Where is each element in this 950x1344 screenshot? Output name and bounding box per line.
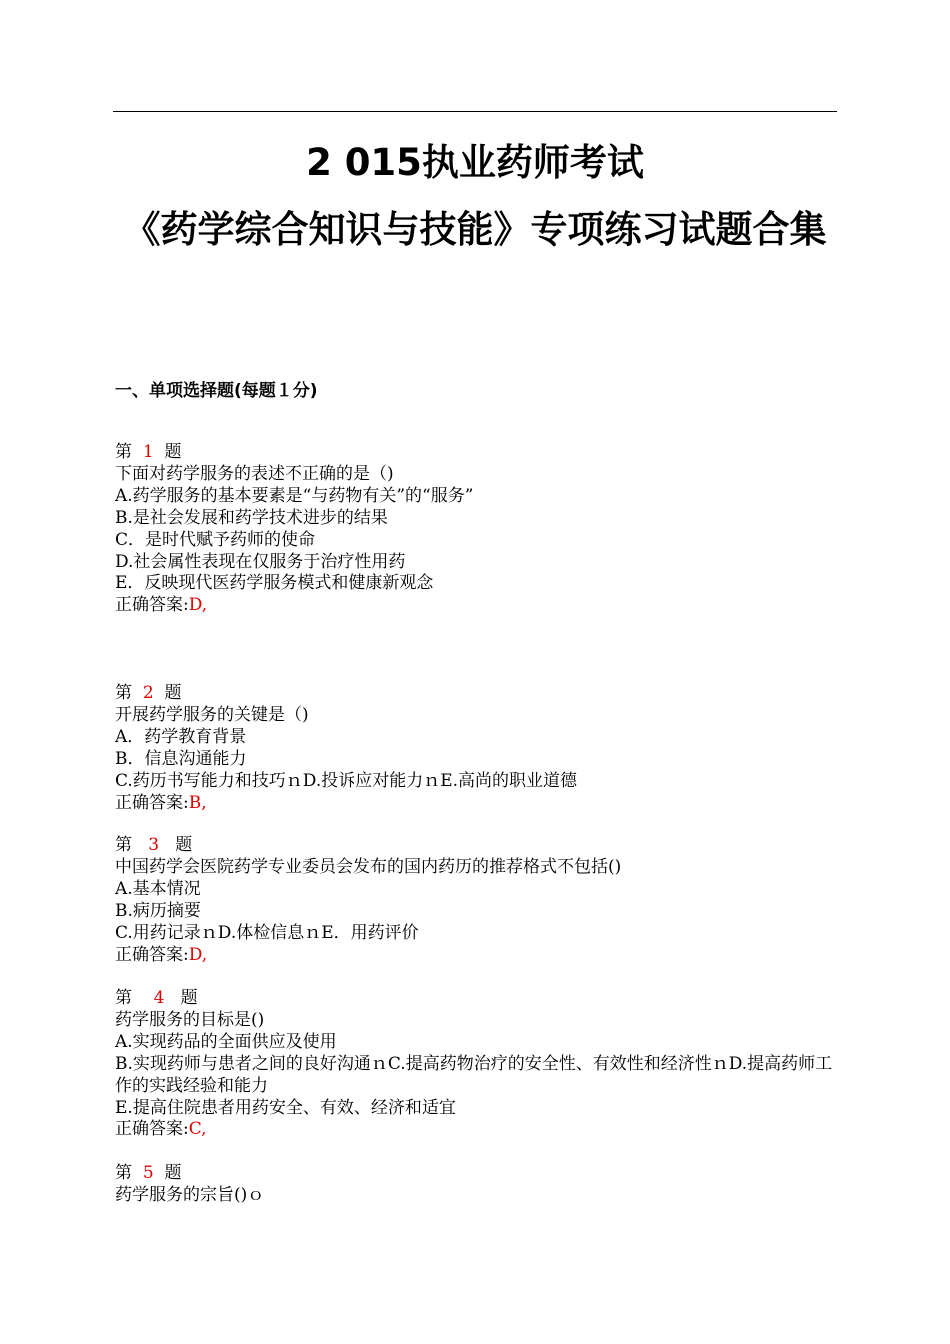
answer-value: B, (188, 792, 207, 813)
question-number: 2 (142, 683, 154, 703)
option-a: A．药学教育背景 (115, 726, 247, 747)
question-number: 1 (142, 442, 154, 462)
option-b: B．信息沟通能力 (115, 748, 247, 769)
question-4 (115, 988, 840, 1141)
option-a: A.药学服务的基本要素是“与药物有关”的“服务” (115, 485, 474, 506)
question-stem: 下面对药学服务的表述不正确的是（) (115, 463, 394, 484)
answer-line: 正确答案:C, (115, 1119, 207, 1140)
answer-value: C, (188, 1119, 207, 1140)
option-b: B.病历摘要 (115, 900, 201, 921)
answer-line: 正确答案:D, (115, 595, 208, 616)
title-line-2: 《药学综合知识与技能》专项练习试题合集 (123, 208, 827, 251)
answer-value: D, (188, 944, 208, 965)
option-e: E．反映现代医药学服务模式和健康新观念 (115, 573, 434, 594)
question-5 (115, 1163, 840, 1207)
answer-line: 正确答案:B, (115, 792, 207, 813)
question-number: 4 (153, 988, 165, 1008)
option-c-d-e: C.药历书写能力和技巧ｎD.投诉应对能力ｎE.高尚的职业道德 (115, 770, 578, 791)
section-heading: 一、单项选择题(每题１分) (115, 381, 318, 401)
option-a: A.实现药品的全面供应及使用 (115, 1031, 337, 1052)
question-1 (115, 442, 840, 617)
option-d: D.社会属性表现在仅服务于治疗性用药 (115, 551, 406, 572)
option-b: B.是社会发展和药学技术进步的结果 (115, 507, 388, 528)
question-3 (115, 835, 840, 966)
question-stem: 药学服务的目标是() (115, 1009, 265, 1030)
option-c-d-e: C.用药记录ｎD.体检信息ｎE．用药评价 (115, 922, 419, 943)
question-label: 第 1 题 (115, 442, 182, 462)
question-number: 3 (148, 835, 160, 855)
option-b-c-d: B.实现药师与患者之间的良好沟通ｎC.提高药物治疗的安全性、有效性和经济性ｎD.提高药师工作的实践经验和能力 (115, 1053, 833, 1096)
question-stem: 药学服务的宗旨()ｏ (115, 1184, 265, 1205)
option-c: C．是时代赋予药师的使命 (115, 529, 316, 550)
question-label: 第 3 题 (115, 835, 193, 855)
question-label: 第 5 题 (115, 1163, 182, 1183)
question-number: 5 (142, 1163, 154, 1183)
question-stem: 开展药学服务的关键是（) (115, 704, 309, 725)
header-rule (113, 111, 837, 112)
answer-value: D, (188, 595, 208, 616)
question-label: 第 2 题 (115, 683, 182, 703)
answer-line: 正确答案:D, (115, 944, 208, 965)
question-stem: 中国药学会医院药学专业委员会发布的国内药历的推荐格式不包括() (115, 856, 622, 877)
question-2 (115, 683, 840, 814)
question-label: 第 4 题 (115, 988, 198, 1008)
option-a: A.基本情况 (115, 878, 201, 899)
option-e: E.提高住院患者用药安全、有效、经济和适宜 (115, 1097, 456, 1118)
title-line-1: 2 015执业药师考试 (306, 141, 644, 184)
